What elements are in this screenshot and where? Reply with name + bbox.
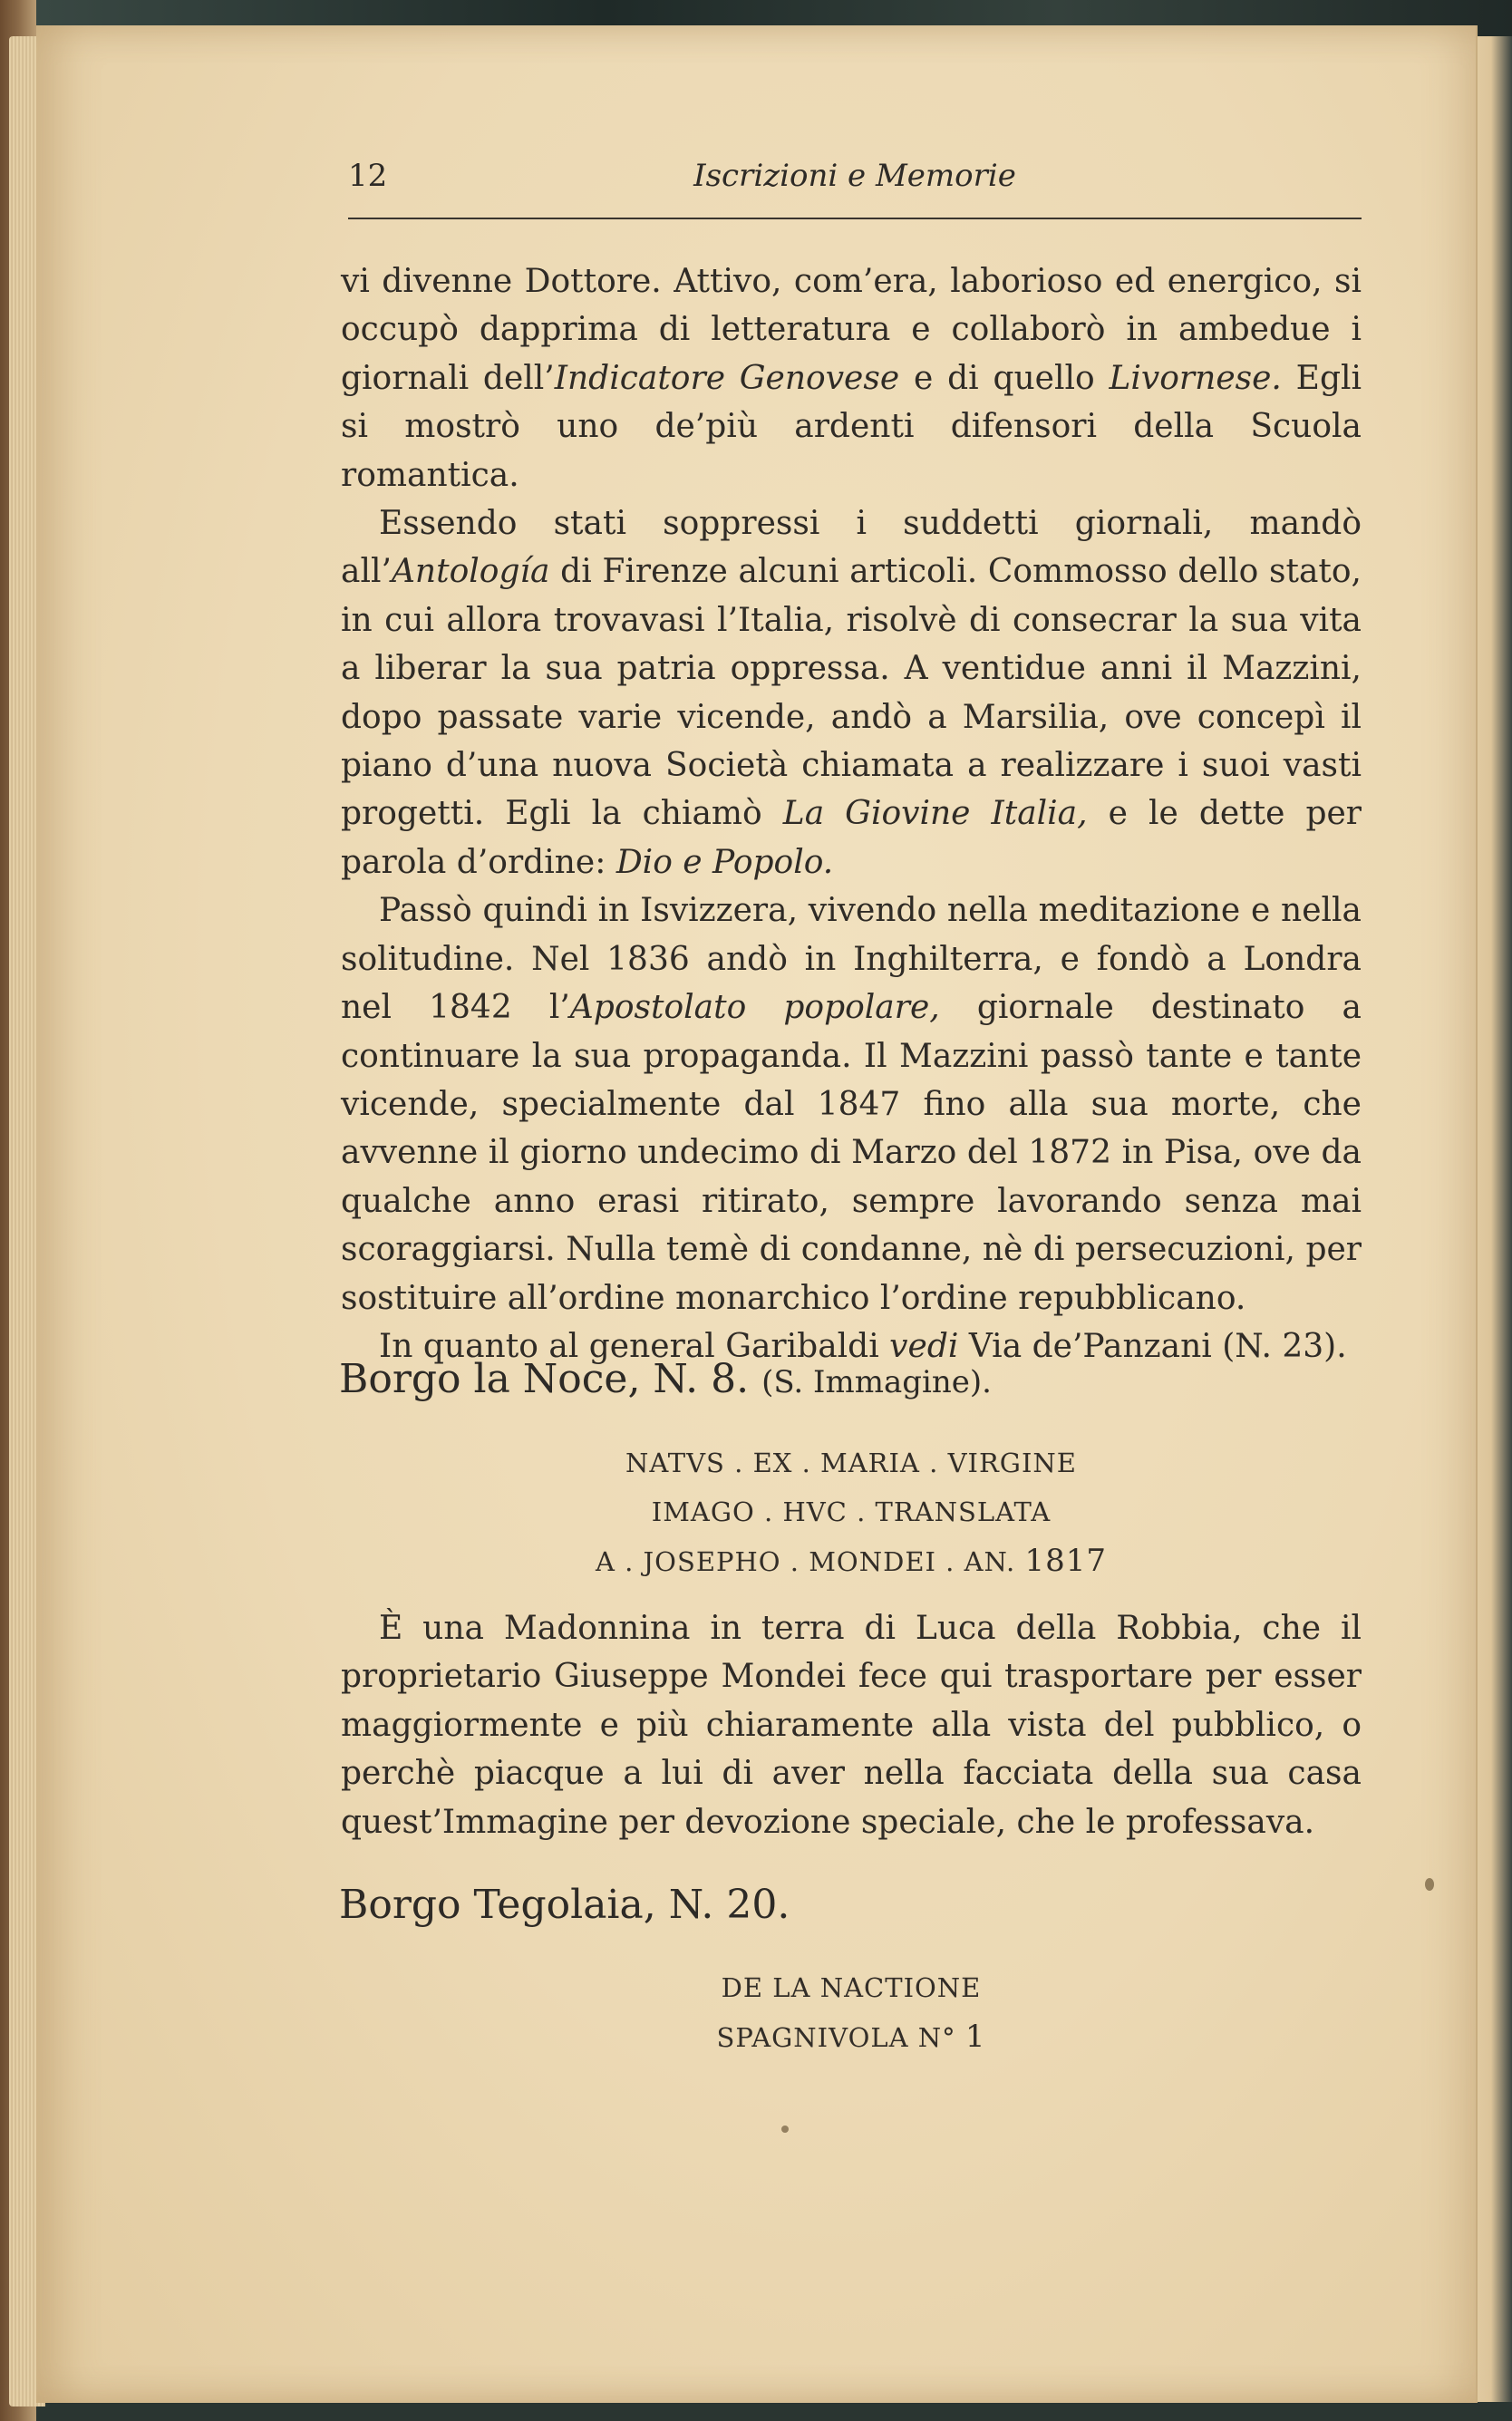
paragraph-2: Essendo stati soppressi i suddetti giornali, mandò all’Antología di Firenze alcuni articoli. Commosso dello stato, in cui allora trovavasi l’Italia, risolvè di consecrar la sua vita a liberar la sua patria oppressa. A ventidue anni il Mazzini, dopo passate varie vicende, andò a Marsilia, ove concepì il piano d’una nuova Società chiamata a realizzare i suoi vasti progetti. Egli la chiamò La Giovine Italia, e le dette per parola d’ordine: Dio e Popolo. <box>341 505 1362 881</box>
section-subheading: (S. Immagine). <box>761 1364 992 1400</box>
ink-spot <box>781 2126 789 2133</box>
paragraph-1: vi divenne Dottore. Attivo, com’era, laborioso ed energico, si occupò dapprima di letteratura e collaborò in ambedue i giornali dell’Indicatore Genovese e di quello Livornese. Egli si mostrò uno de’più ardenti difensori della Scuola romantica. <box>341 263 1362 494</box>
inscription-number: 1 <box>964 2019 986 2055</box>
section-heading-borgo-tegolaia: Borgo Tegolaia, N. 20. <box>339 1882 790 1928</box>
page-number: 12 <box>348 158 388 194</box>
paragraph-3: Passò quindi in Isvizzera, vivendo nella meditazione e nella solitudine. Nel 1836 andò in Inghilterra, e fondò a Londra nel 1842 l’Apostolato popolare, giornale destinato a continuare la sua propaganda. Il Mazzini passò tante e tante vicende, specialmente dal 1847 fino alla sua morte, che avvenne il giorno undecimo di Marzo del 1872 in Pisa, ove da qualche anno erasi ritirato, sempre lavorando senza mai scoraggiarsi. Nulla temè di condanne, nè di persecuzioni, per sostituire all’ordine monarchico l’ordine repubblicano. <box>341 892 1362 1317</box>
paragraph-4: In quanto al general Garibaldi vedi Via de’Panzani (N. 23). <box>379 1327 1347 1365</box>
page-header <box>348 154 1362 208</box>
header-rule <box>348 218 1362 219</box>
inscription-borgo-tegolaia <box>341 1963 1362 2062</box>
section-heading-borgo-la-noce: Borgo la Noce, N. 8. (S. Immagine). <box>339 1356 992 1402</box>
section-1-text <box>341 1604 1362 1846</box>
inscription-borgo-la-noce <box>341 1438 1362 1586</box>
inscription-year: 1817 <box>1024 1543 1108 1579</box>
inscription-line: NATVS . EX . MARIA . VIRGINE <box>625 1448 1077 1478</box>
ink-spot <box>1425 1878 1434 1891</box>
inscription-line: IMAGO . HVC . TRANSLATA <box>651 1496 1052 1527</box>
running-title: Iscrizioni e Memorie <box>693 158 1016 194</box>
paragraph-madonnina: È una Madonnina in terra di Luca della Robbia, che il proprietario Giuseppe Mondei fece qui trasportare per esser maggiormente e più chiaramente alla vista del pubblico, o perchè piacque a lui di aver nella facciata della sua casa quest’Immagine per devozione speciale, che le professava. <box>341 1610 1362 1841</box>
inscription-line: A . JOSEPHO . MONDEI . AN. 1817 <box>595 1543 1108 1579</box>
inscription-line: DE LA NACTIONE <box>721 1972 982 2003</box>
inscription-line: SPAGNIVOLA N° 1 <box>716 2019 986 2055</box>
main-text <box>341 257 1362 1370</box>
